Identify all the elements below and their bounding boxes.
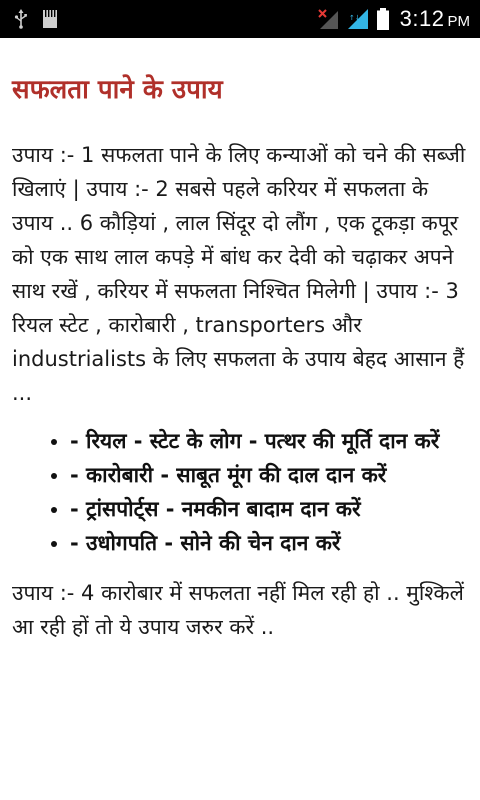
status-time: 3:12 <box>399 6 445 31</box>
list-item: • - ट्रांसपोर्ट्स - नमकीन बादाम दान करें <box>70 492 466 526</box>
svg-text:↑↓: ↑↓ <box>348 14 361 22</box>
no-signal-icon <box>316 7 340 31</box>
usb-icon <box>14 9 28 29</box>
list-item: • - कारोबारी - साबूत मूंग की दाल दान करें <box>70 458 466 492</box>
article-paragraph-1: उपाय :- 1 सफलता पाने के लिए कन्याओं को चने की सब्जी खिलाएं | उपाय :- 2 सबसे पहले करियर में सफलता के उपाय .. 6 कौड़ियां , लाल सिंदूर दो लौंग , एक टूकड़ा कपूर को एक साथ लाल कपड़े में बांध कर देवी को चढ़ाकर अपने साथ रखें , करियर में सफलता निश्चित मिलेगी | उपाय :- 3 रियल स्टेट , कारोबारी , transporters और industrialists के लिए सफलता के उपाय बेहद आसान हैं ... <box>12 143 466 405</box>
article-content[interactable] <box>0 38 480 800</box>
signal-icon <box>346 7 370 31</box>
article-title: सफलता पाने के उपाय <box>12 75 223 105</box>
clock <box>400 6 470 32</box>
list-item: • - रियल - स्टेट के लोग - पत्थर की मूर्ति दान करें <box>70 424 466 458</box>
article-paragraph-2: उपाय :- 4 कारोबार में सफलता नहीं मिल रही हो .. मुश्किलें आ रही हों तो ये उपाय जरुर करें .. <box>12 581 464 639</box>
sd-card-icon <box>42 9 58 29</box>
list-item: • - उधोगपति - सोने की चेन दान करें <box>70 526 466 560</box>
battery-icon <box>376 7 390 31</box>
status-bar <box>0 0 480 38</box>
remedy-list <box>12 424 466 560</box>
status-ampm: PM <box>447 13 470 30</box>
status-left <box>14 9 58 29</box>
status-right <box>316 6 470 32</box>
